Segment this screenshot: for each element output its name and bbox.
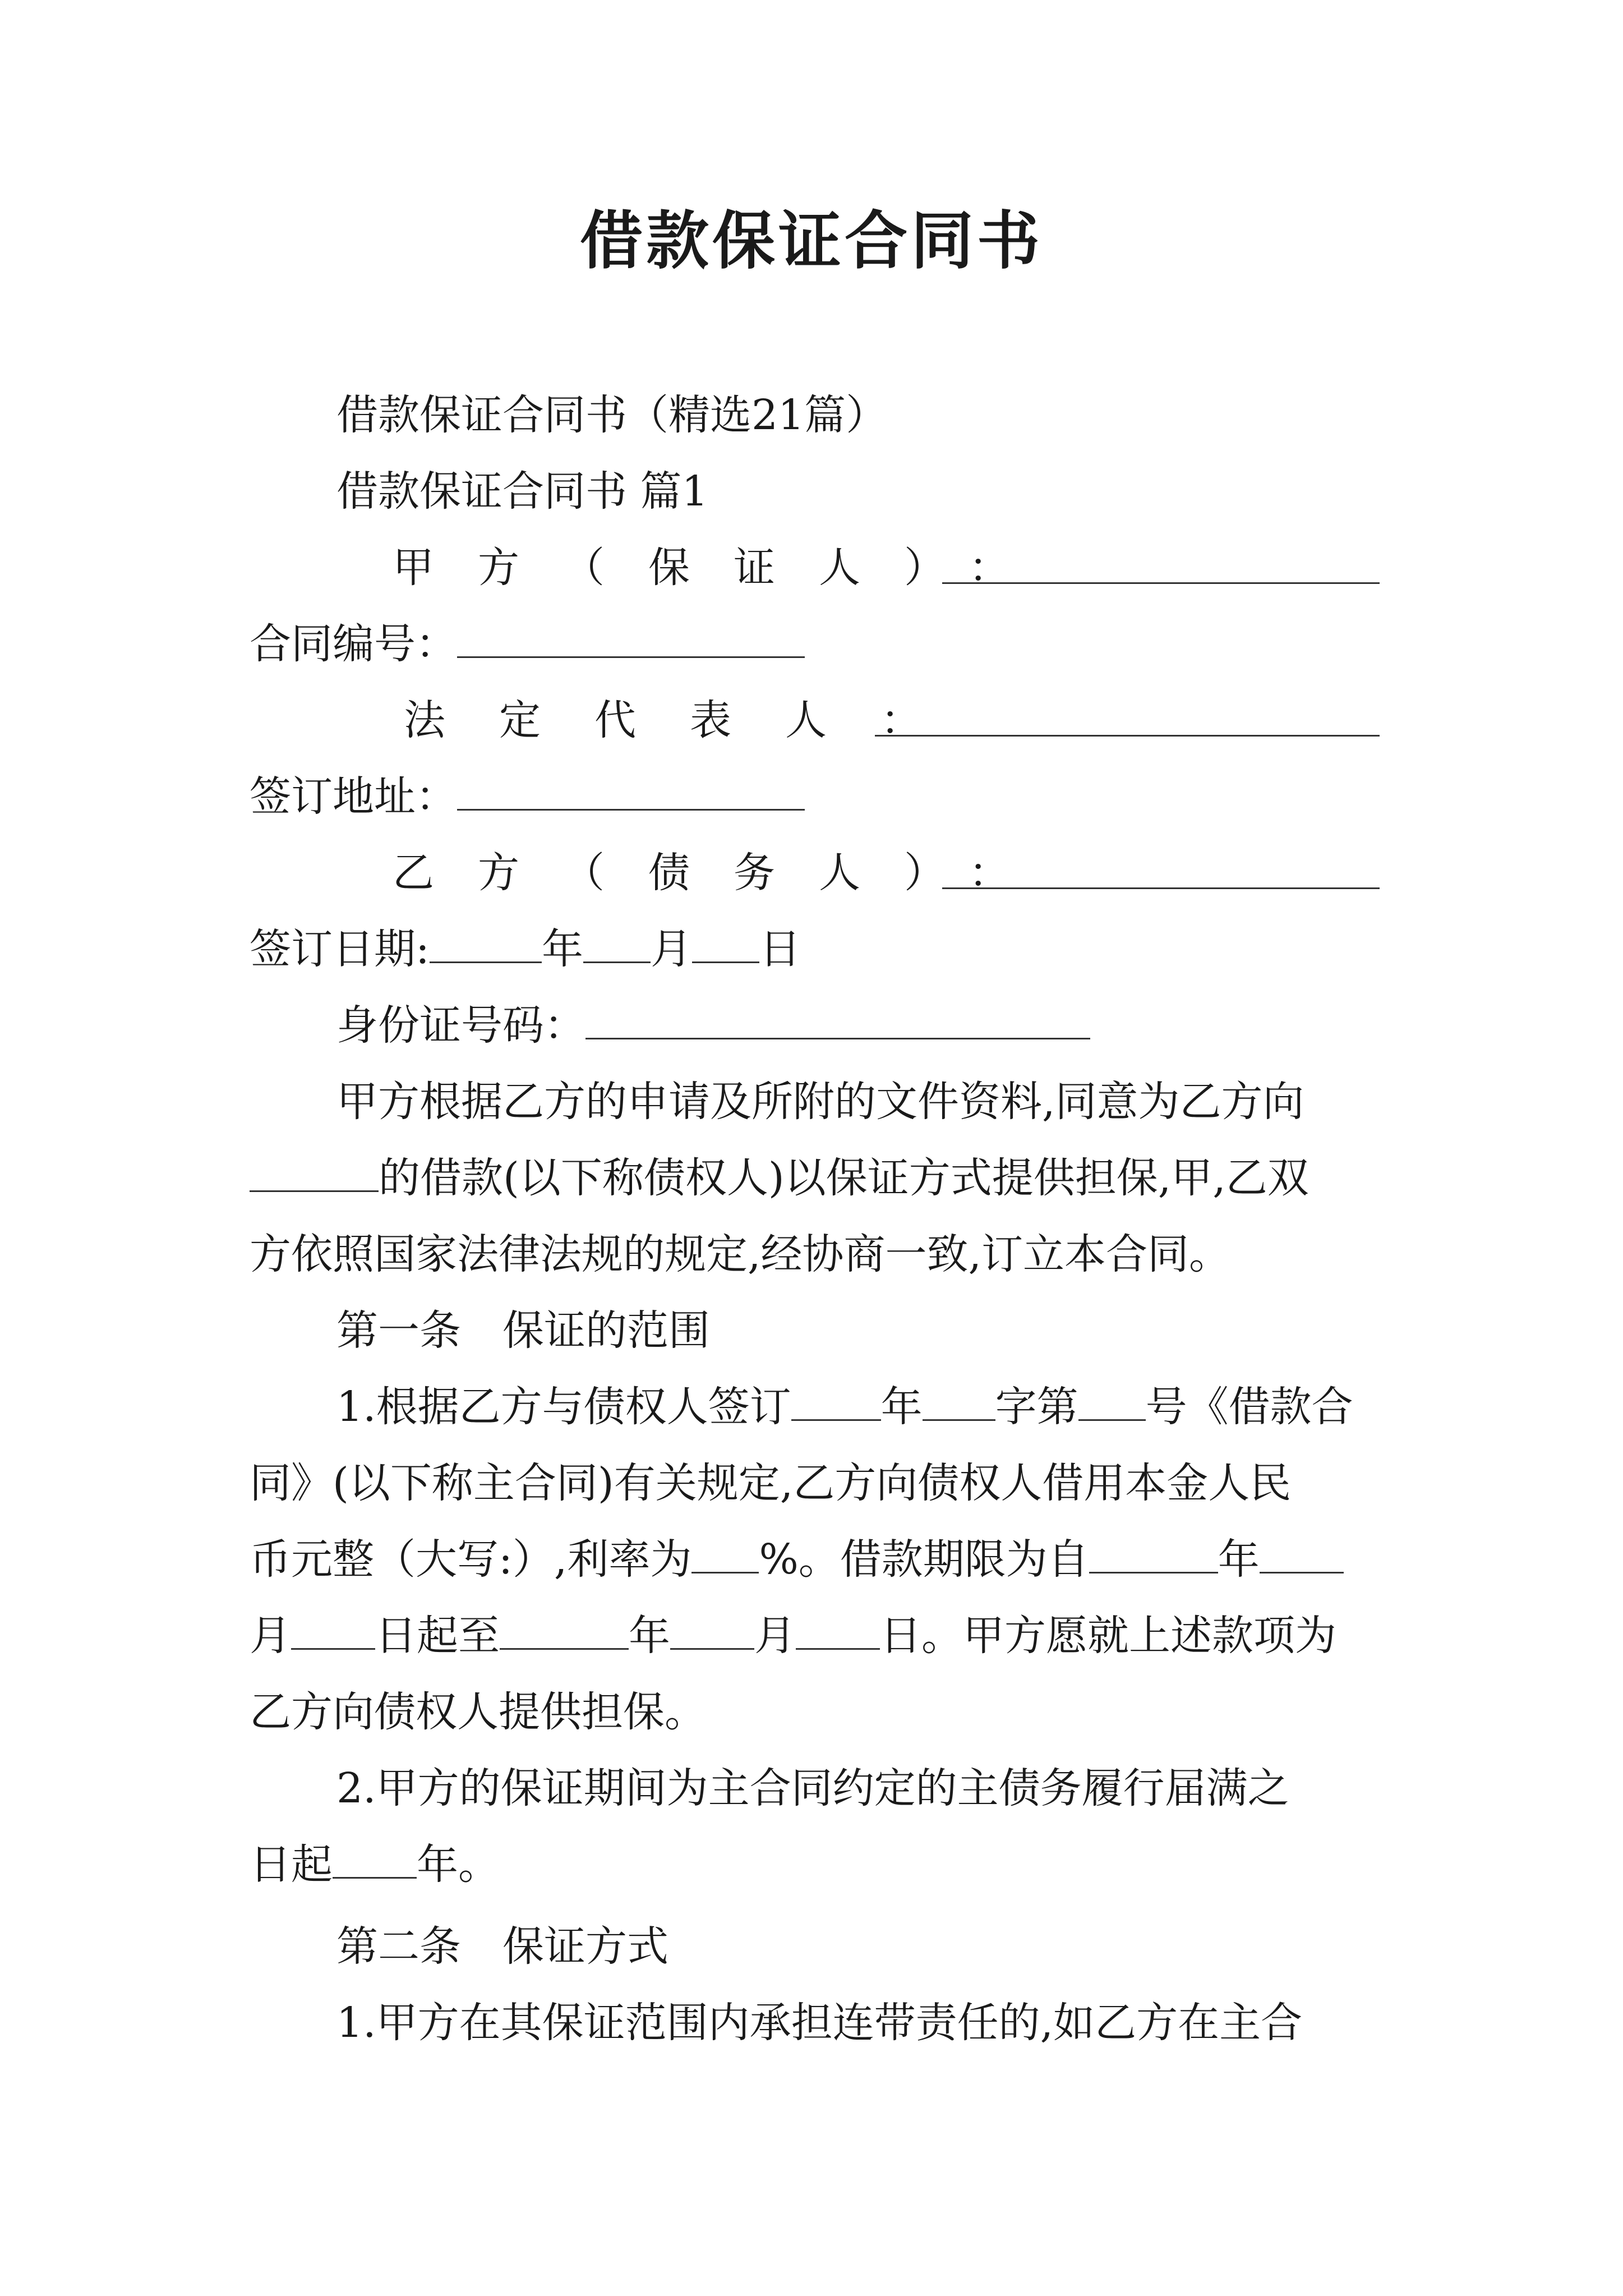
art1-item2-line2 xyxy=(250,1837,500,1893)
party-b-field[interactable] xyxy=(942,887,1380,889)
party-b-label: 乙方（债务人）： xyxy=(393,849,1054,897)
end-year-field[interactable] xyxy=(500,1610,629,1650)
contract-no-row xyxy=(250,616,805,672)
art1-line4-text-c: 年 xyxy=(629,1612,670,1660)
legal-rep-label: 法定代表人： xyxy=(404,696,976,744)
sign-year-field[interactable] xyxy=(430,923,542,963)
sign-place-row xyxy=(250,769,805,825)
art1-line4-text-b: 日起至 xyxy=(375,1612,500,1660)
art1-text-a: 1.根据乙方与债权人签订 xyxy=(336,1383,791,1431)
art1-item1-line1 xyxy=(336,1379,1353,1435)
creditor-field[interactable] xyxy=(250,1152,379,1192)
sign-date-row xyxy=(250,921,801,977)
interest-rate-field[interactable] xyxy=(691,1534,759,1573)
start-day-field[interactable] xyxy=(291,1610,375,1650)
article1-heading: 第一条 保证的范围 xyxy=(336,1306,710,1355)
art1-item2-text-a: 日起 xyxy=(250,1841,333,1889)
contract-no-label: 合同编号： xyxy=(250,620,457,668)
art1-text-c: 字第 xyxy=(995,1383,1078,1431)
id-row xyxy=(336,997,1090,1053)
art1-no-field[interactable] xyxy=(1078,1381,1146,1421)
id-label: 身份证号码： xyxy=(336,1001,585,1050)
art1-item1-line2: 同》(以下称主合同)有关规定,乙方向债权人借用本金人民 xyxy=(250,1459,1292,1507)
art1-item1-line3 xyxy=(250,1531,1344,1588)
document-subtitle: 借款保证合同书（精选21篇） xyxy=(336,391,888,439)
art1-text-b: 年 xyxy=(880,1383,923,1431)
guarantee-years-field[interactable] xyxy=(333,1839,417,1879)
art1-text-d: 号《借款合 xyxy=(1145,1383,1353,1431)
para1-line2-row xyxy=(250,1150,1309,1206)
section-heading: 借款保证合同书 篇1 xyxy=(336,467,708,516)
day-label: 日 xyxy=(759,925,801,973)
party-a-label: 甲方（保证人）： xyxy=(393,544,1054,592)
start-year-field[interactable] xyxy=(1089,1534,1218,1573)
start-month-field[interactable] xyxy=(1260,1534,1344,1573)
party-a-field[interactable] xyxy=(942,582,1380,584)
art1-line3-text-b: %。借款期限为自 xyxy=(759,1535,1089,1584)
sign-month-field[interactable] xyxy=(583,923,651,963)
para1-line2: 的借款(以下称债权人)以保证方式提供担保,甲,乙双 xyxy=(379,1154,1309,1202)
article2-heading: 第二条 保证方式 xyxy=(336,1922,668,1971)
art1-line3-text-a: 币元整（大写:）,利率为 xyxy=(250,1535,692,1584)
art1-item2-line1: 2.甲方的保证期间为主合同约定的主债务履行届满之 xyxy=(336,1764,1289,1812)
art1-year-field[interactable] xyxy=(791,1381,881,1421)
legal-rep-field[interactable] xyxy=(875,735,1380,737)
art1-line4-text-d: 月 xyxy=(754,1612,796,1660)
art1-line4-text-a: 月 xyxy=(250,1612,291,1660)
art1-char-field[interactable] xyxy=(923,1381,995,1421)
sign-day-field[interactable] xyxy=(692,923,759,963)
para1-line1: 甲方根据乙方的申请及所附的文件资料,同意为乙方向 xyxy=(336,1078,1304,1126)
para1-line3: 方依照国家法律法规的规定,经协商一致,订立本合同。 xyxy=(250,1230,1231,1278)
art2-item1: 1.甲方在其保证范围内承担连带责任的,如乙方在主合 xyxy=(336,1999,1303,2047)
art1-item1-line4 xyxy=(250,1608,1336,1664)
end-month-field[interactable] xyxy=(670,1610,754,1650)
contract-no-field[interactable] xyxy=(457,618,805,658)
sign-place-label: 签订地址： xyxy=(250,772,457,821)
art1-item1-line5: 乙方向债权人提供担保。 xyxy=(250,1688,706,1736)
art1-item2-text-b: 年。 xyxy=(417,1841,500,1889)
document-title: 借款保证合同书 xyxy=(580,204,1043,278)
sign-place-field[interactable] xyxy=(457,771,805,811)
sign-date-label: 签订日期: xyxy=(250,925,430,973)
month-label: 月 xyxy=(650,925,692,973)
year-label: 年 xyxy=(541,925,583,973)
id-field[interactable] xyxy=(585,1000,1090,1039)
art1-line4-text-e: 日。甲方愿就上述款项为 xyxy=(880,1612,1336,1660)
end-day-field[interactable] xyxy=(796,1610,880,1650)
art1-line3-text-c: 年 xyxy=(1218,1535,1260,1584)
